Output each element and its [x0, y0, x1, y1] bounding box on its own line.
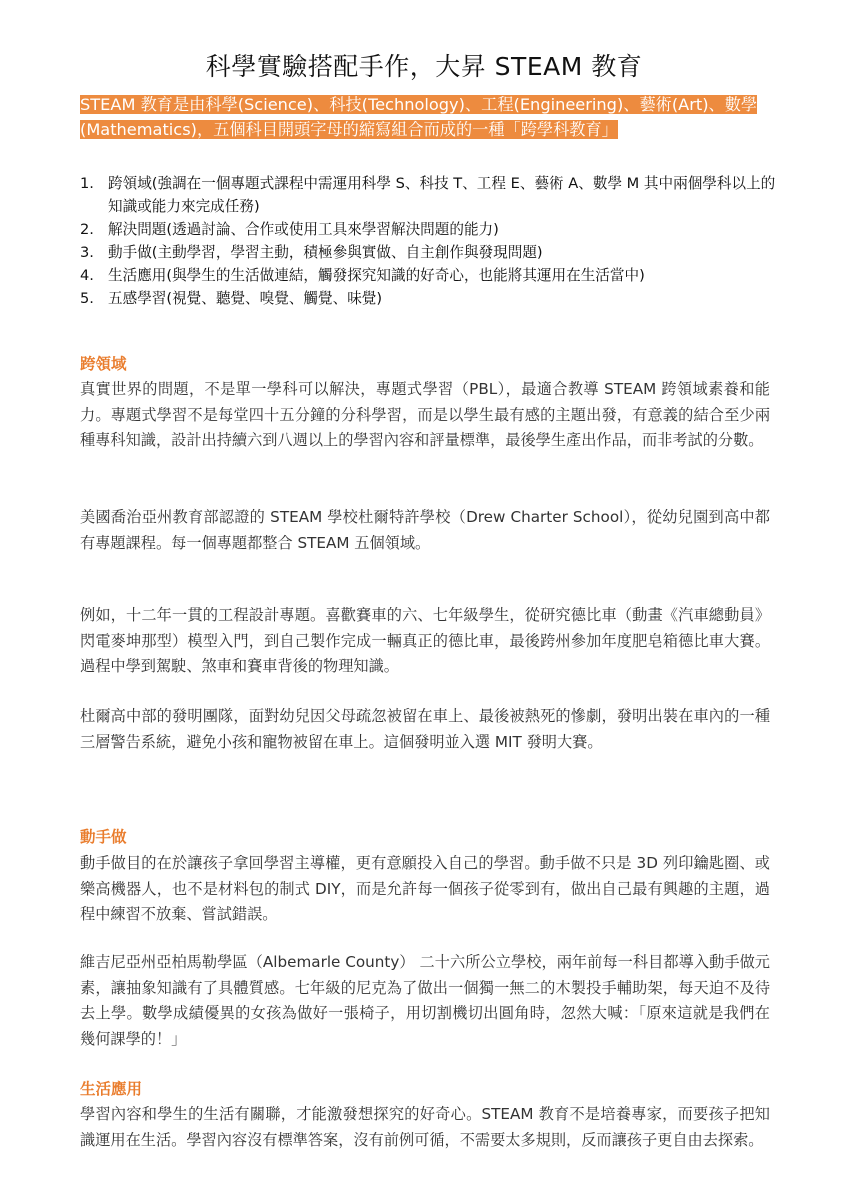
paragraph: 學習內容和學生的生活有關聯，才能激發想探究的好奇心。STEAM 教育不是培養專家，而要孩子把知識運用在生活。學習內容沒有標準答案，沒有前例可循，不需要太多規則，反而讓孩子更自由去探索。 — [80, 1105, 770, 1149]
list-item — [80, 241, 780, 264]
intro-text: STEAM 教育是由科學(Science)、科技(Technology)、工程(Engineering)、藝術(Art)、數學(Mathematics)，五個科目開頭字母的縮寫組合而成的一種「跨學科教育」 — [80, 95, 758, 139]
list-item — [80, 287, 780, 310]
list-item — [80, 218, 780, 241]
section-heading-cross: 跨領域 — [80, 355, 127, 373]
section-heading-life: 生活應用 — [80, 1080, 143, 1098]
paragraph: 例如，十二年一貫的工程設計專題。喜歡賽車的六、七年級學生，從研究德比車（動畫《汽車總動員》閃電麥坤那型）模型入門，到自己製作完成一輛真正的德比車，最後跨州參加年度肥皂箱德比車大賽。過程中學到駕駛、煞車和賽車背後的物理知識。 — [80, 606, 770, 676]
page-title: 科學實驗搭配手作，大昇 STEAM 教育 — [205, 52, 643, 81]
paragraph: 美國喬治亞州教育部認證的 STEAM 學校杜爾特許學校（Drew Charter School），從幼兒園到高中都有專題課程。每一個專題都整合 STEAM 五個領域。 — [80, 508, 770, 552]
paragraph: 真實世界的問題，不是單一學科可以解決，專題式學習（PBL），最適合教導 STEAM 跨領域素養和能力。專題式學習不是每堂四十五分鐘的分科學習，而是以學生最有感的主題出發，有意義的結合至少兩種專科知識，設計出持續六到八週以上的學習內容和評量標準，最後學生產出作品，而非考試的分數。 — [80, 380, 770, 450]
list-text: 動手做(主動學習，學習主動，積極參與實做、自主創作與發現問題) — [108, 244, 543, 261]
list-number: 5. — [80, 290, 94, 307]
list-number: 3. — [80, 244, 94, 261]
list-item — [80, 172, 780, 218]
section-heading-handson: 動手做 — [80, 828, 127, 846]
intro-highlight — [80, 93, 772, 142]
list-text: 解決問題(透過討論、合作或使用工具來學習解決問題的能力) — [108, 221, 499, 238]
list-number: 1. — [80, 175, 94, 192]
list-text: 五感學習(視覺、聽覺、嗅覺、觸覺、味覺) — [108, 290, 383, 307]
list-text: 跨領域(強調在一個專題式課程中需運用科學 S、科技 T、工程 E、藝術 A、數學 M 其中兩個學科以上的知識或能力來完成任務) — [108, 175, 776, 215]
list-item — [80, 264, 780, 287]
list-text: 生活應用(與學生的生活做連結，觸發探究知識的好奇心，也能將其運用在生活當中) — [108, 267, 645, 284]
feature-list — [80, 172, 780, 310]
list-number: 4. — [80, 267, 94, 284]
list-number: 2. — [80, 221, 94, 238]
paragraph: 杜爾高中部的發明團隊，面對幼兒因父母疏忽被留在車上、最後被熱死的慘劇，發明出裝在車內的一種三層警告系統，避免小孩和寵物被留在車上。這個發明並入選 MIT 發明大賽。 — [80, 707, 770, 751]
paragraph: 動手做目的在於讓孩子拿回學習主導權，更有意願投入自己的學習。動手做不只是 3D 列印鑰匙圈、或樂高機器人，也不是材料包的制式 DIY，而是允許每一個孩子從零到有，做出自己最有興趣的主題，過程中練習不放棄、嘗試錯誤。 — [80, 854, 770, 924]
paragraph: 維吉尼亞州亞柏馬勒學區（Albemarle County） 二十六所公立學校，兩年前每一科目都導入動手做元素，讓抽象知識有了具體質感。七年級的尼克為了做出一個獨一無二的木製投手輔助架，每天迫不及待去上學。數學成績優異的女孩為做好一張椅子，用切割機切出圓角時，忽然大喊：「原來這就是我們在幾何課學的！」 — [80, 953, 770, 1048]
